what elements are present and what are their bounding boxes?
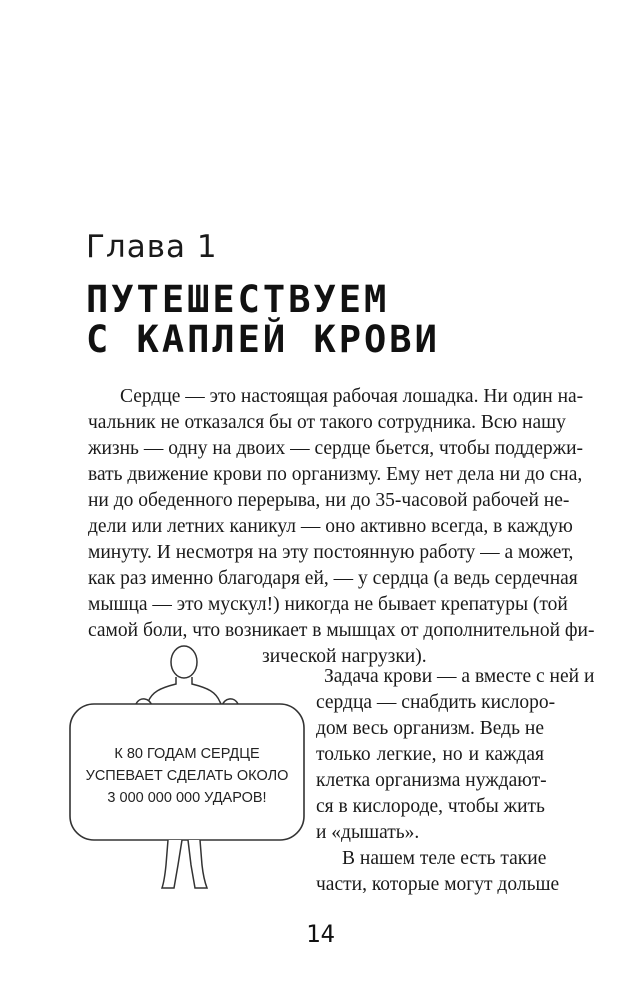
- chapter-label: Глава 1: [86, 229, 218, 265]
- text-line: дели или летних каникул — оно активно всегда, в каждую: [88, 516, 573, 537]
- text-line: мышца — это мускул!) никогда не бывает крепатуры (той: [88, 594, 568, 615]
- text-line: Задача крови — а вместе с ней и: [324, 666, 595, 687]
- callout-line: К 80 ГОДАМ СЕРДЦЕ: [114, 746, 260, 762]
- text-line: и «дышать».: [316, 822, 420, 843]
- callout-text: [70, 743, 304, 809]
- text-line: В нашем теле есть такие: [342, 848, 547, 869]
- text-line: ся в кислороде, чтобы жить: [316, 796, 545, 817]
- fact-callout: [70, 690, 304, 840]
- callout-line: УСПЕВАЕТ СДЕЛАТЬ ОКОЛО: [85, 768, 289, 784]
- callout-line: 3 000 000 000 УДАРОВ!: [107, 790, 267, 806]
- text-line: ни до обеденного перерыва, ни до 35-часовой рабочей не-: [88, 490, 570, 511]
- text-line: части, которые могут дольше: [316, 874, 560, 895]
- text-line: Сердце — это настоящая рабочая лошадка. Ни один на-: [120, 386, 584, 407]
- chapter-title-line: С КАПЛЕЙ КРОВИ: [86, 318, 440, 361]
- text-line: минуту. И несмотря на эту постоянную работу — а может,: [88, 542, 574, 563]
- text-line: чальник не отказался бы от такого сотрудника. Всю нашу: [88, 412, 566, 433]
- text-line: вать движение крови по организму. Ему нет дела ни до сна,: [88, 464, 583, 485]
- text-line: зической нагрузки).: [262, 646, 427, 667]
- text-line: жизнь — одну на двоих — сердце бьется, чтобы поддержи-: [88, 438, 584, 459]
- chapter-title-line: ПУТЕШЕСТВУЕМ: [86, 278, 390, 321]
- text-line: сердца — снабдить кислоро-: [316, 692, 556, 713]
- page-number: 14: [306, 920, 335, 948]
- text-line: как раз именно благодаря ей, — у сердца (а ведь сердечная: [88, 568, 578, 589]
- text-line: только легкие, но и каждая: [316, 744, 544, 765]
- text-line: самой боли, что возникает в мышцах от дополнительной фи-: [88, 620, 595, 641]
- text-line: клетка организма нуждают-: [316, 770, 547, 791]
- text-line: дом весь организм. Ведь не: [316, 718, 544, 739]
- chapter-title: [86, 280, 440, 360]
